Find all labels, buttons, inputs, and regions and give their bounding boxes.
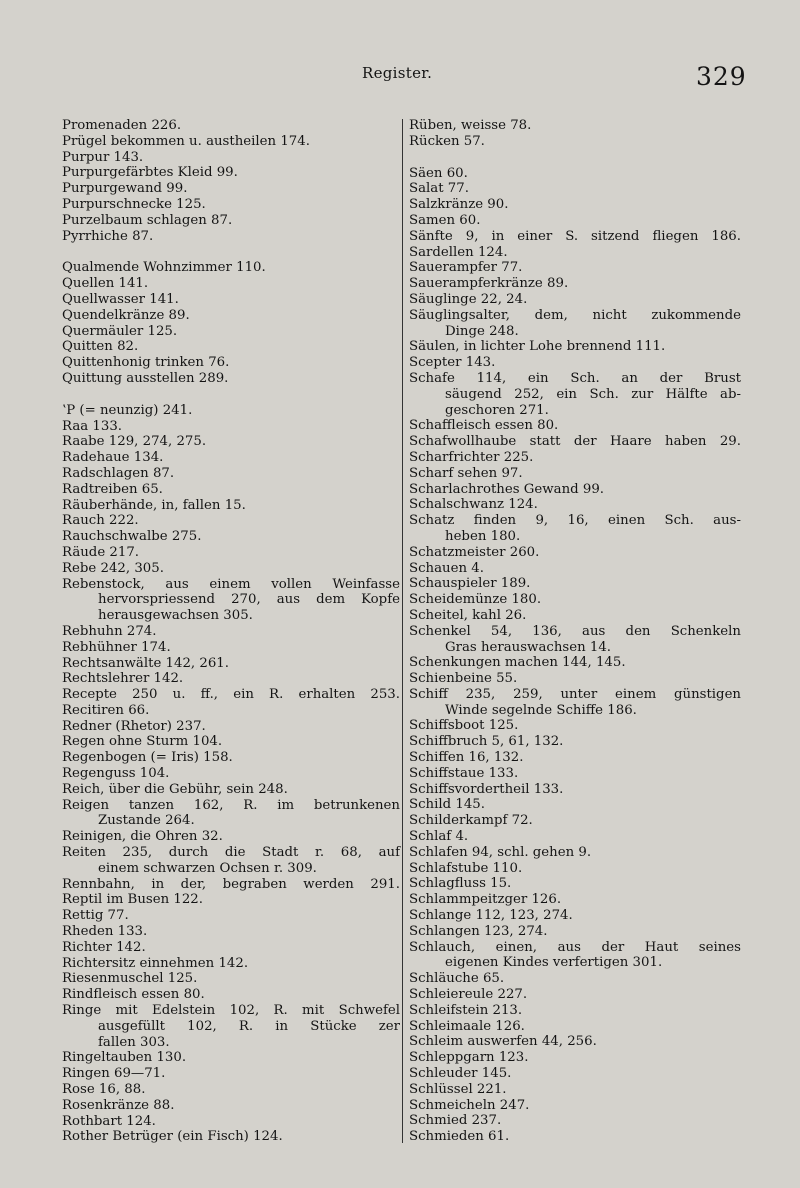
- index-entry: Schlafstube 110.: [409, 860, 523, 876]
- index-entry: Prügel bekommen u. austheilen 174.: [62, 133, 310, 149]
- index-entry: Schiffstaue 133.: [409, 765, 519, 781]
- index-entry: Schlagfluss 15.: [409, 876, 512, 892]
- index-entry: Schiffbruch 5, 61, 132.: [409, 734, 564, 750]
- index-entry: Säulen, in lichter Lohe brennend 111.: [409, 339, 666, 355]
- index-entry-continuation: Winde segelnde Schiffe 186.: [445, 702, 637, 718]
- index-entry: Rebe 242, 305.: [62, 560, 164, 576]
- index-entry: Rechtslehrer 142.: [62, 671, 184, 687]
- index-entry: Radschlagen 87.: [62, 465, 175, 481]
- index-entry: Quitten 82.: [62, 339, 139, 355]
- index-entry: Rauchschwalbe 275.: [62, 529, 202, 545]
- index-entry: Schleimaale 126.: [409, 1018, 525, 1034]
- index-entry: Säuglingsalter, dem, nicht zukommende: [409, 307, 741, 323]
- index-entry: Sauerampferkränze 89.: [409, 276, 569, 292]
- index-entry: Schlafen 94, schl. gehen 9.: [409, 844, 592, 860]
- index-entry: Rettig 77.: [62, 908, 129, 924]
- index-entry: Schleifstein 213.: [409, 1002, 523, 1018]
- index-entry: Promenaden 226.: [62, 118, 182, 133]
- index-entry: Rindfleisch essen 80.: [62, 987, 205, 1003]
- index-entry: Purpurgefärbtes Kleid 99.: [62, 165, 238, 181]
- index-entry: Recitiren 66.: [62, 702, 150, 718]
- index-entry: Reigen tanzen 162, R. im betrunkenen: [62, 797, 400, 813]
- index-entry: Qualmende Wohnzimmer 110.: [62, 260, 266, 276]
- index-entry: Schafe 114, ein Sch. an der Brust: [409, 370, 741, 386]
- index-entry: Schaffleisch essen 80.: [409, 418, 559, 434]
- index-entry: Schalschwanz 124.: [409, 497, 538, 513]
- index-entry: Ringeltauben 130.: [62, 1050, 187, 1066]
- index-entry: Quellen 141.: [62, 276, 149, 292]
- index-entry: Schmeicheln 247.: [409, 1097, 530, 1113]
- index-entry: Schläuche 65.: [409, 971, 505, 987]
- index-entry: Radehaue 134.: [62, 450, 164, 466]
- index-entry: Reptil im Busen 122.: [62, 892, 203, 908]
- index-entry: Recepte 250 u. ff., ein R. erhalten 253.: [62, 687, 400, 703]
- index-entry: Reich, über die Gebühr, sein 248.: [62, 781, 288, 797]
- running-header: Register.: [362, 64, 433, 82]
- index-entry: ʽP (= neunzig) 241.: [62, 402, 193, 418]
- index-entry: Sardellen 124.: [409, 244, 508, 260]
- index-entry-continuation: ausgefüllt 102, R. in Stücke zer: [98, 1018, 400, 1034]
- index-entry: Sauerampfer 77.: [409, 260, 523, 276]
- index-entry: Säen 60.: [409, 165, 468, 181]
- index-entry: Schenkungen machen 144, 145.: [409, 655, 626, 671]
- index-entry: Raabe 129, 274, 275.: [62, 434, 207, 450]
- index-entry: Redner (Rhetor) 237.: [62, 718, 206, 734]
- index-entry: Schmieden 61.: [409, 1129, 510, 1145]
- index-entry: Schleim auswerfen 44, 256.: [409, 1034, 597, 1050]
- index-entry: Schlüssel 221.: [409, 1081, 507, 1097]
- index-entry: Riesenmuschel 125.: [62, 971, 198, 987]
- index-entry: Rüben, weisse 78.: [409, 118, 532, 133]
- index-entry: Rose 16, 88.: [62, 1082, 146, 1098]
- index-entry: Rechtsanwälte 142, 261.: [62, 655, 229, 671]
- index-entry-continuation: geschoren 271.: [445, 402, 549, 418]
- index-entry-continuation: heben 180.: [445, 528, 521, 544]
- index-entry: Regen ohne Sturm 104.: [62, 734, 223, 750]
- index-entry: Schlangen 123, 274.: [409, 923, 548, 939]
- index-entry: Schmied 237.: [409, 1113, 502, 1129]
- index-entry: Schiffen 16, 132.: [409, 750, 524, 766]
- index-entry: Schlammpeitzger 126.: [409, 892, 562, 908]
- index-entry: Pyrrhiche 87.: [62, 228, 154, 244]
- index-entry: Reinigen, die Ohren 32.: [62, 829, 223, 845]
- index-entry: Schlange 112, 123, 274.: [409, 908, 573, 924]
- index-entry: Rother Betrüger (ein Fisch) 124.: [62, 1129, 283, 1145]
- index-entry: Rosenkränze 88.: [62, 1097, 175, 1113]
- index-entry: Salat 77.: [409, 181, 469, 197]
- index-entry: Regenbogen (= Iris) 158.: [62, 750, 233, 766]
- index-entry: Rothbart 124.: [62, 1113, 156, 1129]
- index-entry: Raa 133.: [62, 418, 123, 434]
- section-gap: [62, 244, 400, 260]
- index-entry-continuation: Zustande 264.: [98, 813, 195, 829]
- index-entry: Quendelkränze 89.: [62, 307, 190, 323]
- index-entry: Scharfrichter 225.: [409, 449, 534, 465]
- section-gap: [409, 150, 741, 166]
- index-entry-continuation: hervorspriessend 270, aus dem Kopfe: [98, 592, 400, 608]
- page-number: 329: [696, 62, 747, 91]
- index-entry: Rebhuhn 274.: [62, 623, 157, 639]
- index-entry-continuation: säugend 252, ein Sch. zur Hälfte ab-: [445, 386, 741, 402]
- index-entry: Scheitel, kahl 26.: [409, 607, 527, 623]
- index-entry: Rücken 57.: [409, 133, 485, 149]
- index-entry: Reiten 235, durch die Stadt r. 68, auf: [62, 845, 400, 861]
- index-entry: Schilderkampf 72.: [409, 813, 533, 829]
- index-entry: Schleuder 145.: [409, 1066, 512, 1082]
- index-entry: Schiff 235, 259, unter einem günstigen: [409, 686, 741, 702]
- index-entry-continuation: fallen 303.: [98, 1034, 170, 1050]
- index-entry: Scheidemünze 180.: [409, 592, 542, 608]
- index-entry: Schienbeine 55.: [409, 671, 518, 687]
- index-entry: Schenkel 54, 136, aus den Schenkeln: [409, 623, 741, 639]
- index-entry: Richter 142.: [62, 939, 146, 955]
- index-entry: Rheden 133.: [62, 924, 148, 940]
- index-entry: Rebenstock, aus einem vollen Weinfasse: [62, 576, 400, 592]
- index-column-right: [409, 118, 741, 1145]
- index-entry-continuation: einem schwarzen Ochsen r. 309.: [98, 860, 317, 876]
- index-entry: Schafwollhaube statt der Haare haben 29.: [409, 434, 741, 450]
- index-entry: Rebhühner 174.: [62, 639, 171, 655]
- index-entry: Räuberhände, in, fallen 15.: [62, 497, 246, 513]
- index-entry: Samen 60.: [409, 212, 481, 228]
- index-entry: Schild 145.: [409, 797, 485, 813]
- index-entry: Schauspieler 189.: [409, 576, 531, 592]
- index-entry: Salzkränze 90.: [409, 197, 509, 213]
- index-entry-continuation: Dinge 248.: [445, 323, 519, 339]
- index-entry: Quittung ausstellen 289.: [62, 370, 229, 386]
- index-entry: Rennbahn, in der, begraben werden 291.: [62, 876, 400, 892]
- index-entry: Schiffsboot 125.: [409, 718, 519, 734]
- index-entry-continuation: Gras herauswachsen 14.: [445, 639, 612, 655]
- index-entry-continuation: herausgewachsen 305.: [98, 608, 253, 624]
- index-entry: Schatz finden 9, 16, einen Sch. aus-: [409, 513, 741, 529]
- index-entry: Schatzmeister 260.: [409, 544, 540, 560]
- index-entry: Quermäuler 125.: [62, 323, 178, 339]
- index-entry: Rauch 222.: [62, 513, 139, 529]
- index-column-left: [62, 118, 400, 1145]
- index-entry: Richtersitz einnehmen 142.: [62, 955, 249, 971]
- section-gap: [62, 387, 400, 403]
- column-divider: [402, 119, 403, 1143]
- index-entry: Scharlachrothes Gewand 99.: [409, 481, 605, 497]
- index-entry: Radtreiben 65.: [62, 481, 163, 497]
- index-entry: Sänfte 9, in einer S. sitzend fliegen 186.: [409, 228, 741, 244]
- index-entry: Scepter 143.: [409, 355, 496, 371]
- index-entry: Ringe mit Edelstein 102, R. mit Schwefel: [62, 1003, 400, 1019]
- index-entry: Purzelbaum schlagen 87.: [62, 212, 233, 228]
- index-entry-continuation: eigenen Kindes verfertigen 301.: [445, 955, 663, 971]
- index-entry: Purpurgewand 99.: [62, 181, 188, 197]
- index-entry: Ringen 69—71.: [62, 1066, 166, 1082]
- index-entry: Regenguss 104.: [62, 766, 170, 782]
- index-entry: Quittenhonig trinken 76.: [62, 355, 230, 371]
- index-entry: Schleiereule 227.: [409, 987, 528, 1003]
- index-entry: Scharf sehen 97.: [409, 465, 523, 481]
- index-entry: Purpur 143.: [62, 149, 144, 165]
- index-entry: Schauen 4.: [409, 560, 484, 576]
- index-entry: Schlaf 4.: [409, 829, 469, 845]
- index-entry: Quellwasser 141.: [62, 291, 179, 307]
- index-entry: Schlauch, einen, aus der Haut seines: [409, 939, 741, 955]
- index-entry: Säuglinge 22, 24.: [409, 291, 528, 307]
- index-entry: Schleppgarn 123.: [409, 1050, 529, 1066]
- index-entry: Räude 217.: [62, 544, 140, 560]
- index-entry: Schiffsvordertheil 133.: [409, 781, 564, 797]
- index-entry: Purpurschnecke 125.: [62, 196, 206, 212]
